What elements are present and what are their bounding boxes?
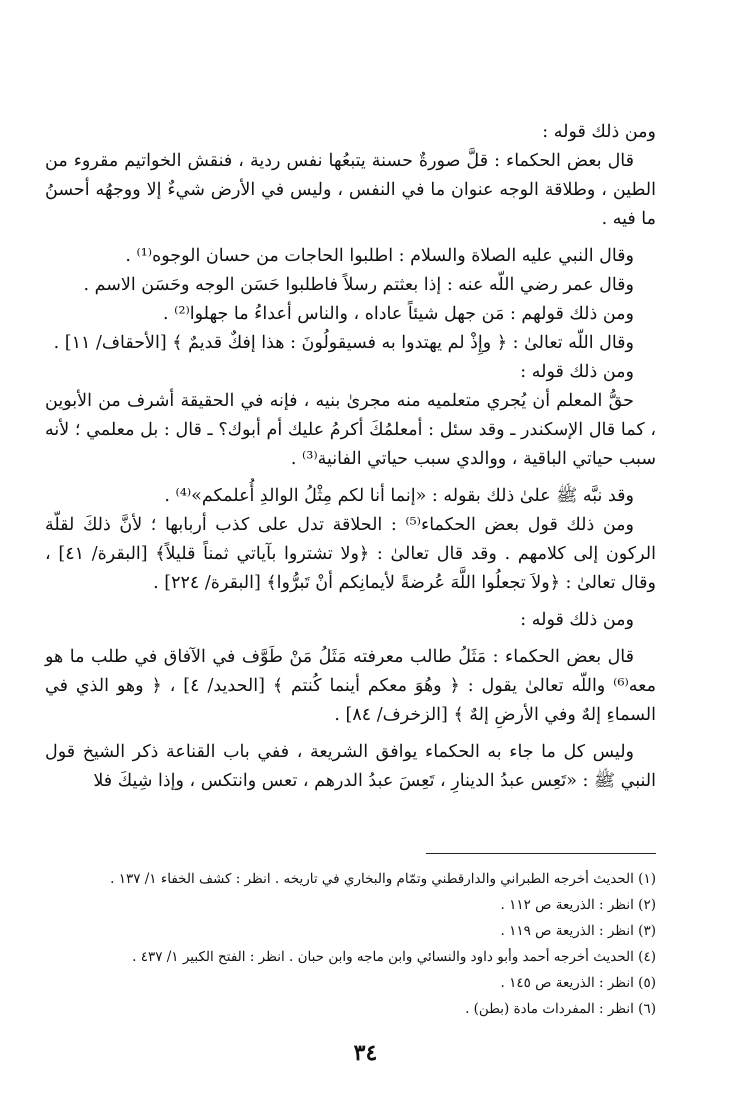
footnote: (٦) انظر : المفردات مادة (بطن) . xyxy=(465,1001,656,1017)
footnote-divider xyxy=(426,853,656,854)
paragraph: ومن ذلك قول بعض الحكماء⁽⁵⁾ : الحلاقة تدل على كذب أربابها ؛ لأنَّ ذلكَ لقلّة الركون إلى كلامهم . وقد قال تعالىٰ : ﴿ولا تشتروا بآياتي ثمناً قليلاً﴾ [البقرة/ ٤١] ، وقال تعالىٰ : ﴿ولاَ تجعلُوا اللَّهَ عُرضةً لأيمانِكم أنْ تَبرُّوا﴾ [البقرة/ ٢٢٤] . xyxy=(45,515,656,593)
paragraph: وليس كل ما جاء به الحكماء يوافق الشريعة ، ففي باب القناعة ذكر الشيخ قول النبي ﷺ : «تَعِس عبدُ الدينارِ ، تَعِسَ عبدُ الدرهم ، تعس وانتكس ، وإذا شِيكَ فلا xyxy=(45,742,656,791)
page-number: ٣٤ xyxy=(353,1040,378,1066)
footnote: (١) الحديث أخرجه الطبراني والدارقطني وتمّام والبخاري في تاريخه . انظر : كشف الخفاء ١/ ١٣٧ . xyxy=(110,871,656,887)
body-text xyxy=(45,118,656,796)
footnote: (٥) انظر : الذريعة ص ١٤٥ . xyxy=(500,975,656,991)
paragraph: وقد نبَّه ﷺ علىٰ ذلك بقوله : «إنما أنا لكم مِثْلُ الوالدِ أُعلمكم»⁽⁴⁾ . xyxy=(164,486,634,506)
paragraph: ومن ذلك قوله : xyxy=(520,362,634,382)
footnote: (٣) انظر : الذريعة ص ١١٩ . xyxy=(500,923,656,939)
paragraph: ومن ذلك قوله : xyxy=(542,122,656,142)
footnotes xyxy=(45,866,656,1022)
footnote: (٤) الحديث أخرجه أحمد وأبو داود والنسائي وابن ماجه وابن حبان . انظر : الفتح الكبير ١/ ٤٣٧ . xyxy=(132,949,656,965)
paragraph: وقال عمر رضي اللّه عنه : إذا بعثتم رسلاً فاطلبوا حَسَن الوجه وحَسَن الاسم . xyxy=(83,275,634,295)
paragraph: قال بعض الحكماء : مَثَلُ طالب معرفته مَثَلُ مَنْ طَوَّف في الآفاق في طلب ما هو معه⁽⁶⁾ واللّه تعالىٰ يقول : ﴿ وهُوَ معكم أينما كُنتم ﴾ [الحديد/ ٤] ، ﴿ وهو الذي في السماءِ إلهٌ وفي الأرضِ إلهٌ ﴾ [الزخرف/ ٨٤] . xyxy=(45,647,656,725)
paragraph: ومن ذلك قوله : xyxy=(520,610,634,630)
paragraph: قال بعض الحكماء : قلَّ صورةٌ حسنة يتبعُها نفس ردية ، فنقش الخواتيم مقروء من الطين ، وطلاقة الوجه عنوان ما في النفس ، وليس في الأرض شيءٌ إلا ووجهُه أحسنُ ما فيه . xyxy=(45,151,656,229)
paragraph: وقال النبي عليه الصلاة والسلام : اطلبوا الحاجات من حسان الوجوه⁽¹⁾ . xyxy=(125,246,634,266)
footnote: (٢) انظر : الذريعة ص ١١٢ . xyxy=(500,897,656,913)
paragraph: ومن ذلك قولهم : مَن جهل شيئاً عاداه ، والناس أعداءُ ما جهلوا⁽²⁾ . xyxy=(163,304,634,324)
paragraph: حقُّ المعلم أن يُجري متعلميه منه مجرىٰ بنيه ، فإنه في الحقيقة أشرف من الأبوين ، كما قال الإسكندر ـ وقد سئل : أمعلمُكَ أكرمُ عليك أم أبوك؟ ـ قال : بل معلمي ؛ لأنه سبب حياتي الباقية ، ووالدي سبب حياتي الفانية⁽³⁾ . xyxy=(45,391,656,469)
paragraph: وقال اللّه تعالىٰ : ﴿ وإِذْ لم يهتدوا به فسيقولُونَ : هذا إفكٌ قديمٌ ﴾ [الأحقاف/ ١١] . xyxy=(53,333,634,353)
